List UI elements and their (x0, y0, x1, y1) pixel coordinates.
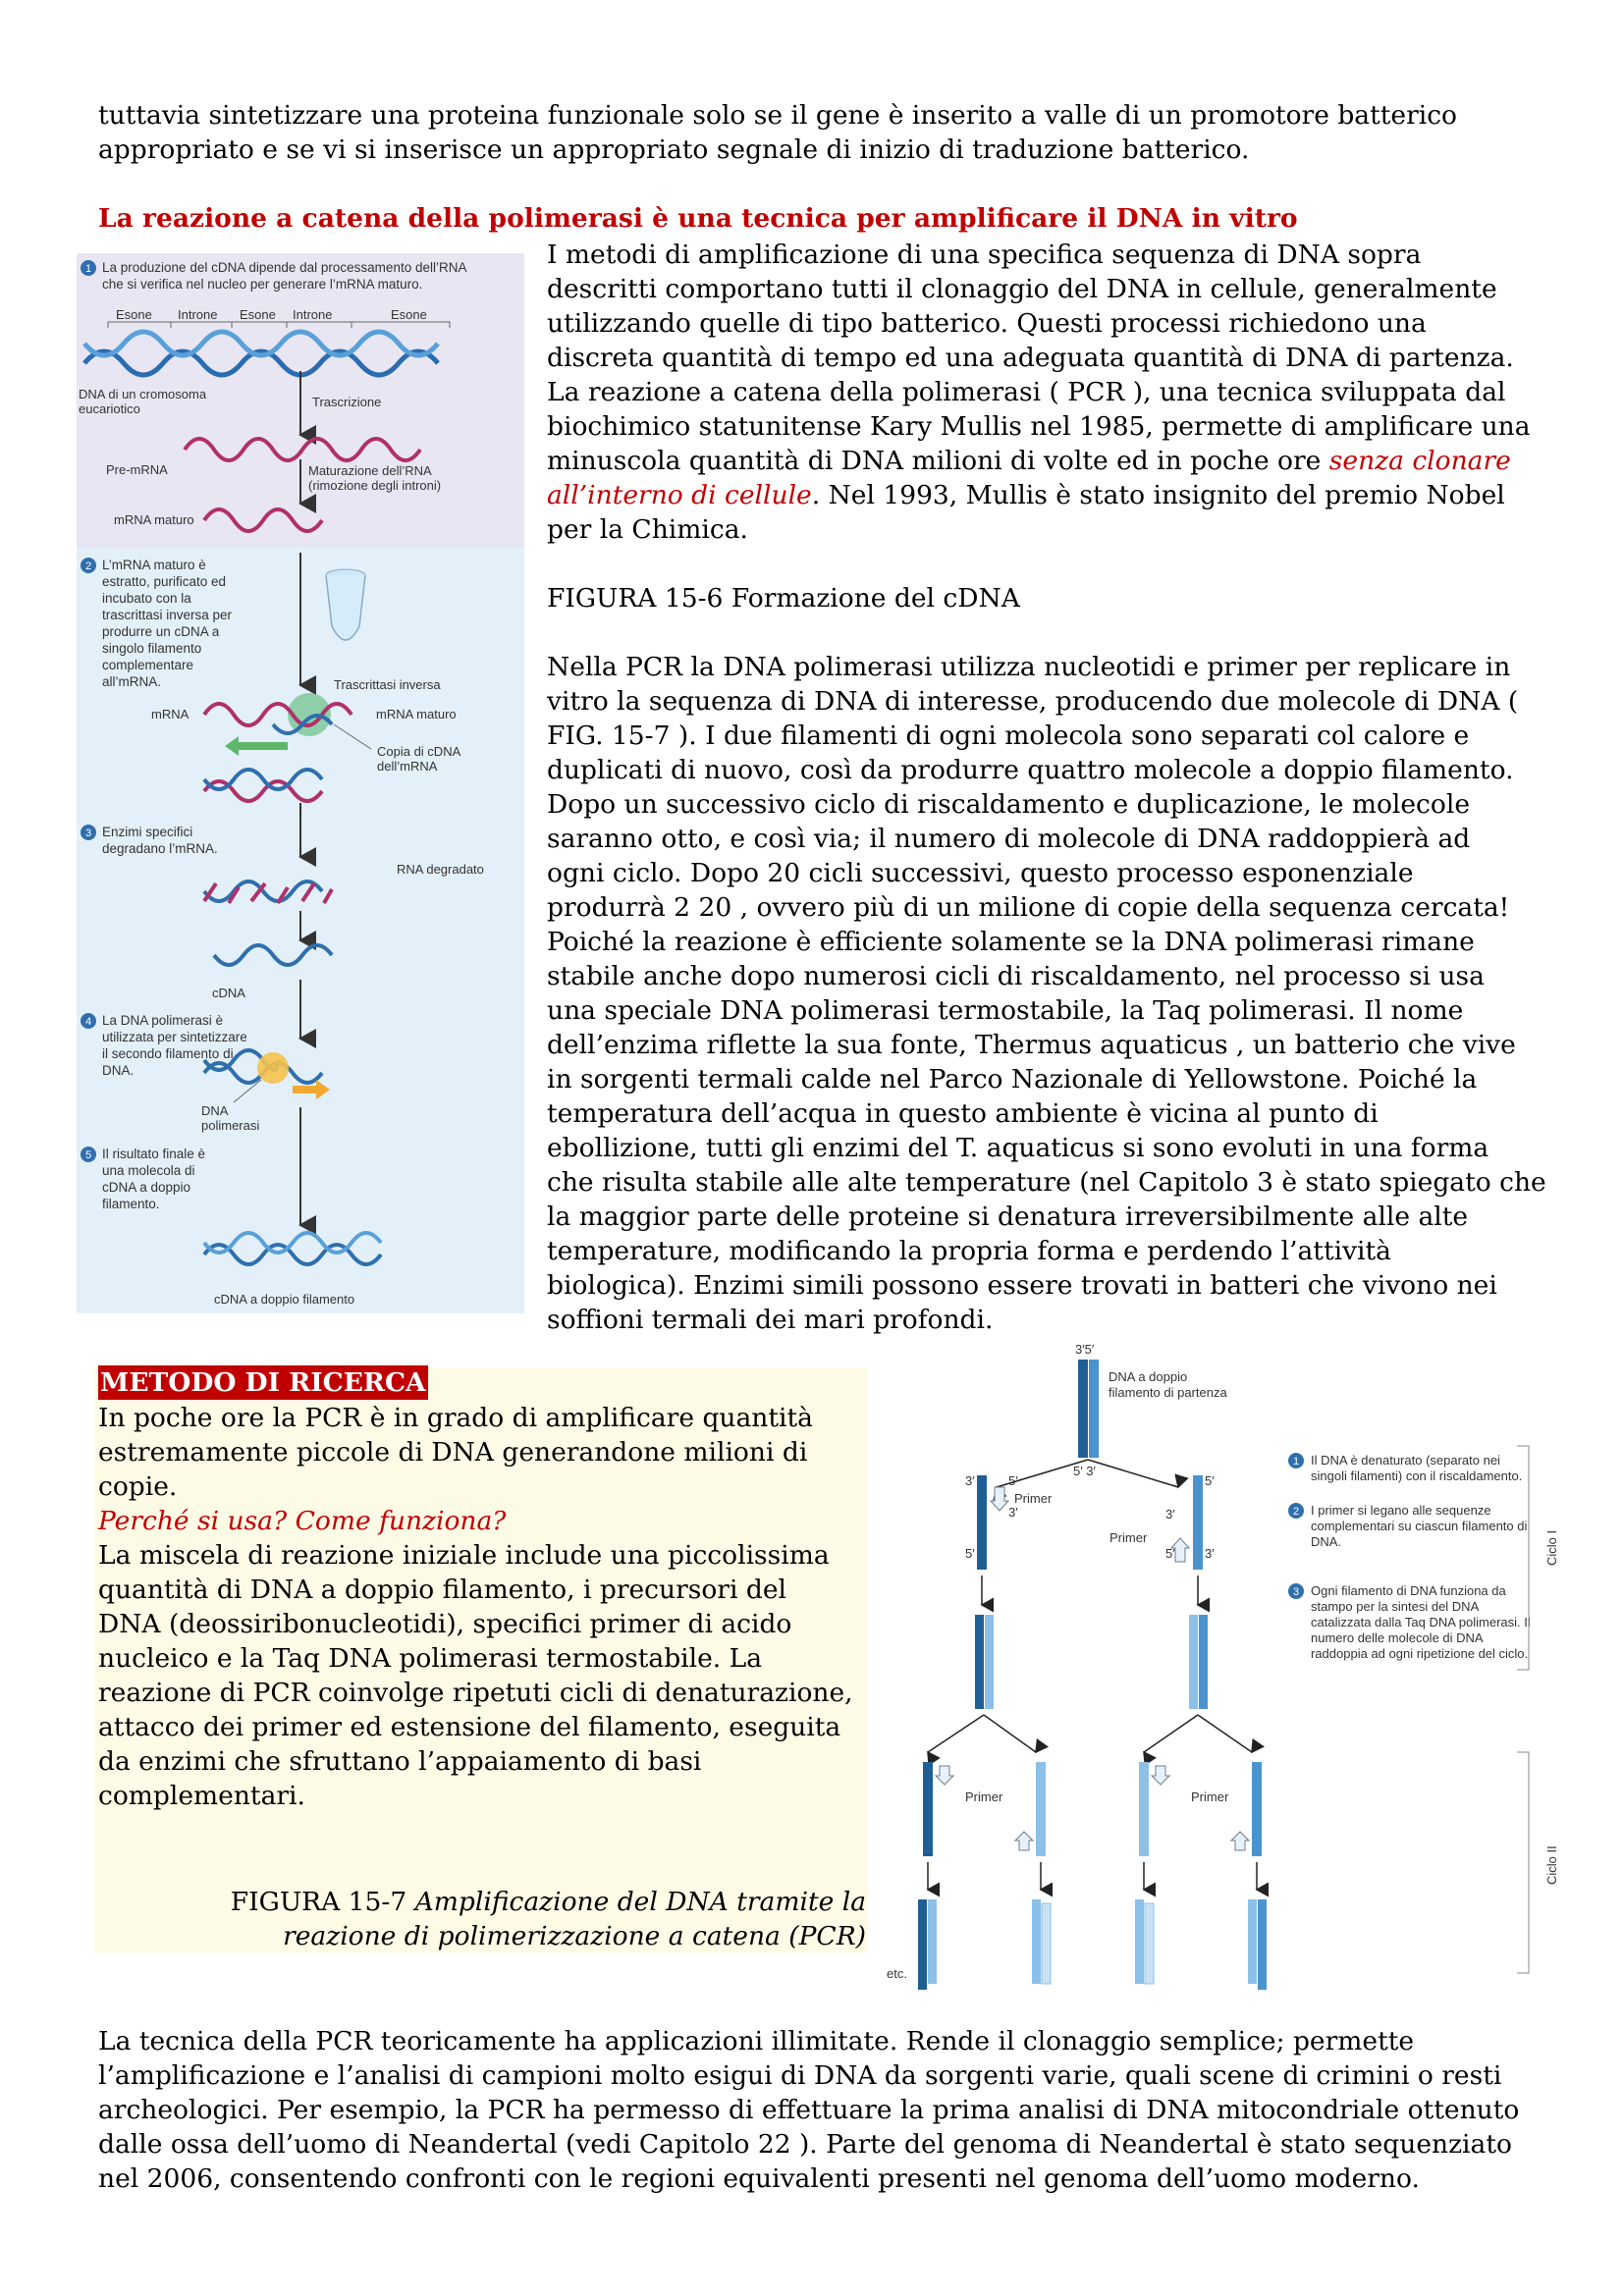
text-line: biochimico statunitense Kary Mullis nel 1985, permette di amplificare una (547, 411, 1531, 442)
closing-paragraph: La tecnica della PCR teoricamente ha applicazioni illimitate. Rende il clonaggio semplice; permette l’amplificazione e l’analisi di campioni molto esigui di DNA da sorgenti varie, quali scene di crimini o resti archeologici. Per esempio, la PCR ha permesso di effettuare la prima analisi di DNA mitocondriale ottenuto dalle ossa dell’uomo di Neandertal (vedi Capitolo 22 ). Parte del genoma di Neandertal è stato sequenziato nel 2006, consentendo confronti con le regioni equivalenti presenti nel genoma dell’uomo moderno. (98, 2026, 1520, 2194)
research-method-heading: METODO DI RICERCA (100, 1367, 426, 1398)
figure-15-6-caption: FIGURA 15-6 Formazione del cDNA (547, 583, 1020, 614)
label-trascrizione: Trascrizione (312, 395, 382, 409)
figure-15-7-pcr-diagram (879, 1340, 1571, 1993)
label-dna-polimerasi: DNA (201, 1103, 229, 1118)
svg-text:produrre un cDNA a: produrre un cDNA a (102, 624, 220, 639)
cycle2-strand (1036, 1762, 1046, 1856)
svg-text:estratto, purificato ed: estratto, purificato ed (102, 574, 227, 589)
research-method-text: In poche ore la PCR è in grado di amplificare quantità estremamente piccole di DNA generandone milioni di copie. Perché si usa? Come funziona? La miscela di reazione iniziale include una piccolissima quantità di DNA a doppio filamento, i precursori del DNA (deossiribonucleotidi), specifici primer di acido nucleico e la Taq DNA polimerasi termostabile. La reazione di PCR coinvolge ripetuti cicli di denaturazione, attacco dei primer ed estensione del filamento, eseguita da enzimi che sfruttano l’appaiamento di basi complementari. (98, 1401, 874, 1813)
svg-text:complementari su ciascun filam: complementari su ciascun filamento di (1311, 1519, 1528, 1533)
product-duplex-right (1199, 1615, 1208, 1709)
svg-text:numero delle molecole di DNA: numero delle molecole di DNA (1311, 1630, 1484, 1645)
label-introne: Introne (293, 307, 333, 322)
label-mrna-maturo-2: mRNA maturo (376, 707, 457, 721)
svg-text:5′: 5′ (1165, 1546, 1175, 1561)
svg-text:L’mRNA maturo è: L’mRNA maturo è (102, 558, 206, 572)
svg-text:I primer si legano alle sequen: I primer si legano alle sequenze (1311, 1503, 1491, 1518)
svg-text:1: 1 (84, 263, 92, 275)
figure-15-7-caption: FIGURA 15-7 Amplificazione del DNA tramite la reazione di polimerizzazione a catena (PCR) (230, 1887, 866, 1951)
label-esone: Esone (391, 307, 427, 322)
start-dna-strand (1078, 1360, 1088, 1458)
primer-label: Primer (1191, 1789, 1229, 1804)
svg-text:2: 2 (84, 561, 92, 572)
label-maturazione: Maturazione dell’RNA (308, 463, 432, 478)
cycle2-strand (923, 1762, 933, 1856)
step1-text: che si verifica nel nucleo per generare l’mRNA maturo. (102, 277, 423, 292)
svg-text:singolo filamento: singolo filamento (102, 641, 202, 656)
svg-text:DNA.: DNA. (1311, 1534, 1342, 1549)
svg-text:incubato con la: incubato con la (102, 591, 191, 606)
svg-text:3: 3 (1292, 1586, 1300, 1598)
svg-text:3′: 3′ (965, 1473, 975, 1488)
research-question: Perché si usa? Come funziona? (98, 1506, 507, 1536)
emphasis-red: all’interno di cellule (547, 480, 812, 510)
emphasis-red: senza clonare (1328, 446, 1511, 476)
text-line: La reazione a catena della polimerasi ( PCR ), una tecnica sviluppata dal (547, 377, 1506, 407)
cycle2-product (1258, 1899, 1267, 1990)
primer-label: Primer (1109, 1530, 1148, 1545)
label-maturazione: (rimozione degli introni) (308, 478, 442, 493)
primer-arrow-icon (1152, 1766, 1169, 1785)
svg-text:cDNA a doppio: cDNA a doppio (102, 1180, 191, 1195)
svg-text:catalizzata dalla Taq DNA poli: catalizzata dalla Taq DNA polimerasi. Il (1311, 1615, 1531, 1629)
step3-text: degradano l’mRNA. (102, 841, 218, 856)
svg-text:3: 3 (84, 828, 92, 839)
label-pre-mrna: Pre-mRNA (106, 462, 168, 477)
text-line: per la Chimica. (547, 514, 748, 545)
section-title: La reazione a catena della polimerasi è una tecnica per amplificare il DNA in vitro (98, 203, 1298, 234)
label-cdna-doppio: cDNA a doppio filamento (214, 1292, 355, 1307)
cycle2-label: Ciclo II (1544, 1845, 1559, 1885)
step1-text: La produzione del cDNA dipende dal processamento dell’RNA (102, 260, 467, 275)
cycle1-label: Ciclo I (1544, 1529, 1559, 1566)
cycle2-product (1042, 1903, 1051, 1984)
paragraph-pcr-intro (547, 238, 1607, 547)
product-duplex-right (1189, 1615, 1198, 1709)
text-line: utilizzando quelle di tipo batterico. Questi processi richiedono una (547, 308, 1427, 339)
figure-15-6-cdna-diagram (77, 253, 524, 1313)
svg-text:5′: 5′ (965, 1546, 975, 1561)
cycle2-strand (1139, 1762, 1149, 1856)
label-esone: Esone (240, 307, 276, 322)
svg-text:1: 1 (1292, 1456, 1300, 1468)
svg-text:3′: 3′ (1165, 1507, 1175, 1522)
dna-chromosome-label: eucariotico (79, 401, 140, 416)
svg-text:4: 4 (84, 1016, 92, 1028)
step3-text: Enzimi specifici (102, 825, 193, 839)
svg-text:3′: 3′ (1205, 1546, 1215, 1561)
primer-arrow-icon (991, 1487, 1008, 1511)
dna-polymerase-enzyme (257, 1052, 289, 1084)
cycle2-product (928, 1899, 937, 1984)
svg-text:5′: 5′ (1205, 1473, 1215, 1488)
cycle2-product (1145, 1903, 1154, 1984)
primer-arrow-icon (936, 1766, 953, 1785)
label-trascrittasi: Trascrittasi inversa (334, 677, 441, 692)
template-strand-left (977, 1475, 987, 1570)
primer-label: Primer (965, 1789, 1003, 1804)
label-rna-degradato: RNA degradato (397, 862, 484, 877)
svg-text:all’mRNA.: all’mRNA. (102, 674, 162, 689)
svg-text:5: 5 (84, 1149, 92, 1161)
svg-text:utilizzata per sintetizzare: utilizzata per sintetizzare (102, 1030, 247, 1044)
intro-paragraph (98, 98, 1532, 167)
svg-text:una molecola di: una molecola di (102, 1163, 195, 1178)
text-line: I metodi di amplificazione di una specifica sequenza di DNA sopra (547, 240, 1422, 270)
label-mrna-maturo: mRNA maturo (114, 512, 194, 527)
cycle2-product (918, 1899, 927, 1990)
svg-text:stampo per la sintesi del DNA: stampo per la sintesi del DNA (1311, 1599, 1480, 1614)
text-line: descritti comportano tutti il clonaggio del DNA in cellule, generalmente (547, 274, 1497, 304)
primer-arrow-icon (1231, 1832, 1249, 1850)
svg-text:2: 2 (1292, 1506, 1300, 1518)
svg-text:DNA.: DNA. (102, 1063, 135, 1078)
label-dna-polimerasi: polimerasi (201, 1118, 260, 1133)
label-mrna: mRNA (151, 707, 189, 721)
paragraph-pcr-process: Nella PCR la DNA polimerasi utilizza nucleotidi e primer per replicare in vitro la sequenza di DNA di interesse, producendo due molecole di DNA ( FIG. 15-7 ). I due filamenti di ogni molecola sono separati col calore e duplicati di nuovo, così da produrre quattro molecole a doppio filamento. Dopo un successivo ciclo di riscaldamento e duplicazione, le molecole saranno otto, e così via; il numero di molecole di DNA raddoppierà ad ogni ciclo. Dopo 20 cicli successivi, questo processo esponenziale produrrà 2 20 , ovvero più di un milione di copie della sequenza cercata! Poiché la reazione è efficiente solamente se la DNA polimerasi rimane stabile anche dopo numerosi cicli di riscaldamento, nel processo si usa una speciale DNA polimerasi termostabile, la Taq polimerasi. Il nome dell’enzima riflette la sua fonte, Thermus aquaticus , un batterio che vive in sorgenti termali calde nel Parco Nazionale di Yellowstone. Poiché la temperatura dell’acqua in questo ambiente è vicina al punto di ebollizione, tutti gli enzimi del T. aquaticus si sono evoluti in una forma che risulta stabile alle alte temperature (nel Capitolo 3 è stato spiegato che la maggior parte delle proteine si denatura irreversibilmente alle alte temperature, modificando la propria forma e perdendo l’attività biologica). Enzimi simili possono essere trovati in batteri che vivono nei soffioni termali dei mari profondi. (547, 652, 1546, 1335)
dna-chromosome-label: DNA di un cromosoma (79, 387, 207, 401)
svg-text:raddoppia ad ogni ripetizione: raddoppia ad ogni ripetizione del ciclo. (1311, 1646, 1529, 1661)
label-esone: Esone (116, 307, 152, 322)
svg-text:La DNA polimerasi è: La DNA polimerasi è (102, 1013, 224, 1028)
template-strand-right (1193, 1475, 1203, 1570)
split-ends-label: 5′ 3′ (1073, 1464, 1096, 1478)
primer-label: Primer (1014, 1491, 1053, 1506)
cycle2-product (1135, 1899, 1144, 1984)
intro-line: tuttavia sintetizzare una proteina funzionale solo se il gene è inserito a valle di un promotore batterico (98, 100, 1458, 131)
svg-text:Il risultato finale è: Il risultato finale è (102, 1147, 206, 1161)
primer-arrow-icon (1015, 1832, 1033, 1850)
text-line: minuscola quantità di DNA milioni di volte ed in poche ore senza clonare (547, 446, 1511, 476)
start-dna-label: filamento di partenza (1109, 1385, 1227, 1400)
svg-text:Ogni filamento di DNA funziona: Ogni filamento di DNA funziona da (1311, 1583, 1506, 1598)
text-line: discreta quantità di tempo ed una adeguata quantità di DNA di partenza. (547, 343, 1514, 373)
etc-label: etc. (887, 1966, 907, 1981)
svg-text:filamento.: filamento. (102, 1197, 160, 1211)
cycle2-strand (1252, 1762, 1262, 1856)
svg-text:il secondo filamento di: il secondo filamento di (102, 1046, 234, 1061)
product-duplex-left (985, 1615, 994, 1709)
svg-text:trascrittasi inversa per: trascrittasi inversa per (102, 608, 233, 622)
label-copia-cdna: Copia di cDNA (377, 744, 461, 759)
product-duplex-left (975, 1615, 984, 1709)
start-dna-strand (1089, 1360, 1099, 1458)
cycle2-product (1032, 1899, 1041, 1984)
cycle2-product (1248, 1899, 1257, 1984)
svg-text:3′: 3′ (1008, 1505, 1018, 1520)
label-copia-cdna: dell’mRNA (377, 759, 438, 774)
svg-text:5′: 5′ (1008, 1473, 1018, 1488)
label-cdna: cDNA (212, 986, 245, 1000)
svg-text:Il DNA è denaturato (separato: Il DNA è denaturato (separato nei (1311, 1453, 1500, 1468)
intro-line: appropriato e se vi si inserisce un appropriato segnale di inizio di traduzione batterico. (98, 134, 1250, 165)
start-ends-label: 3′5′ (1075, 1342, 1095, 1357)
svg-text:singoli filamenti) con il risc: singoli filamenti) con il riscaldamento. (1311, 1468, 1523, 1483)
cycle2-bracket (1517, 1752, 1529, 1973)
label-introne: Introne (178, 307, 218, 322)
start-dna-label: DNA a doppio (1109, 1369, 1188, 1384)
text-line: all’interno di cellule. Nel 1993, Mullis è stato insignito del premio Nobel (547, 480, 1505, 510)
svg-text:complementare: complementare (102, 658, 194, 672)
